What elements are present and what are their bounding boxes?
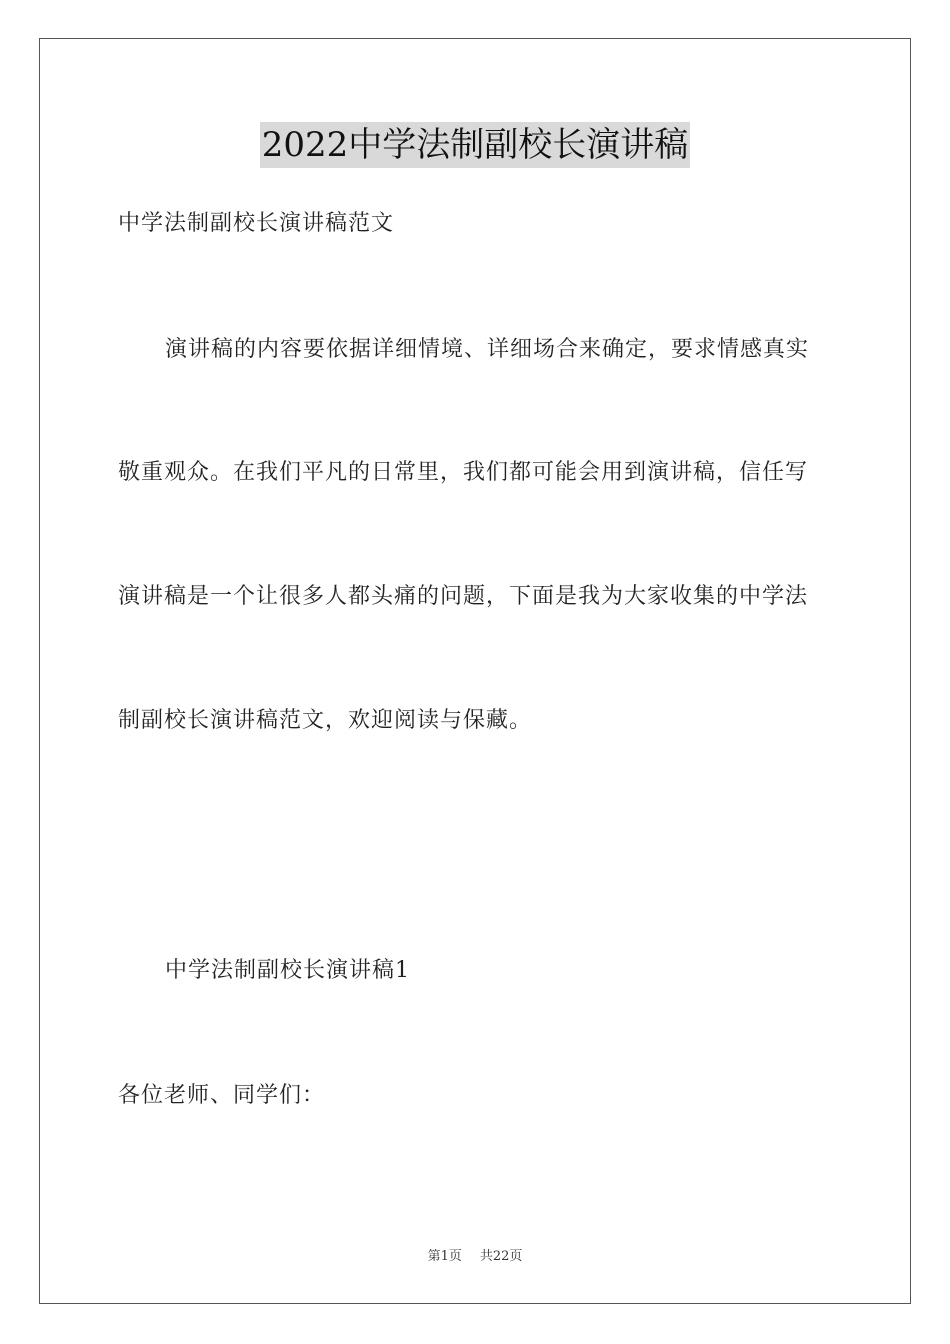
page-number: 第1页	[427, 1249, 462, 1264]
title-container	[0, 122, 950, 168]
page-total: 共22页	[479, 1249, 523, 1264]
document-subtitle: 中学法制副校长演讲稿范文	[118, 211, 395, 236]
paragraph-line-4: 制副校长演讲稿范文，欢迎阅读与保藏。	[118, 708, 533, 733]
paragraph-line-3: 演讲稿是一个让很多人都头痛的问题，下面是我为大家收集的中学法	[118, 584, 809, 609]
section-heading: 中学法制副校长演讲稿1	[165, 958, 410, 983]
page-footer	[0, 1248, 950, 1266]
paragraph-line-2: 敬重观众。在我们平凡的日常里，我们都可能会用到演讲稿，信任写	[118, 460, 809, 485]
paragraph-line-1: 演讲稿的内容要依据详细情境、详细场合来确定，要求情感真实	[165, 337, 810, 362]
document-title: 2022中学法制副校长演讲稿	[260, 122, 691, 168]
salutation: 各位老师、同学们：	[118, 1083, 326, 1108]
